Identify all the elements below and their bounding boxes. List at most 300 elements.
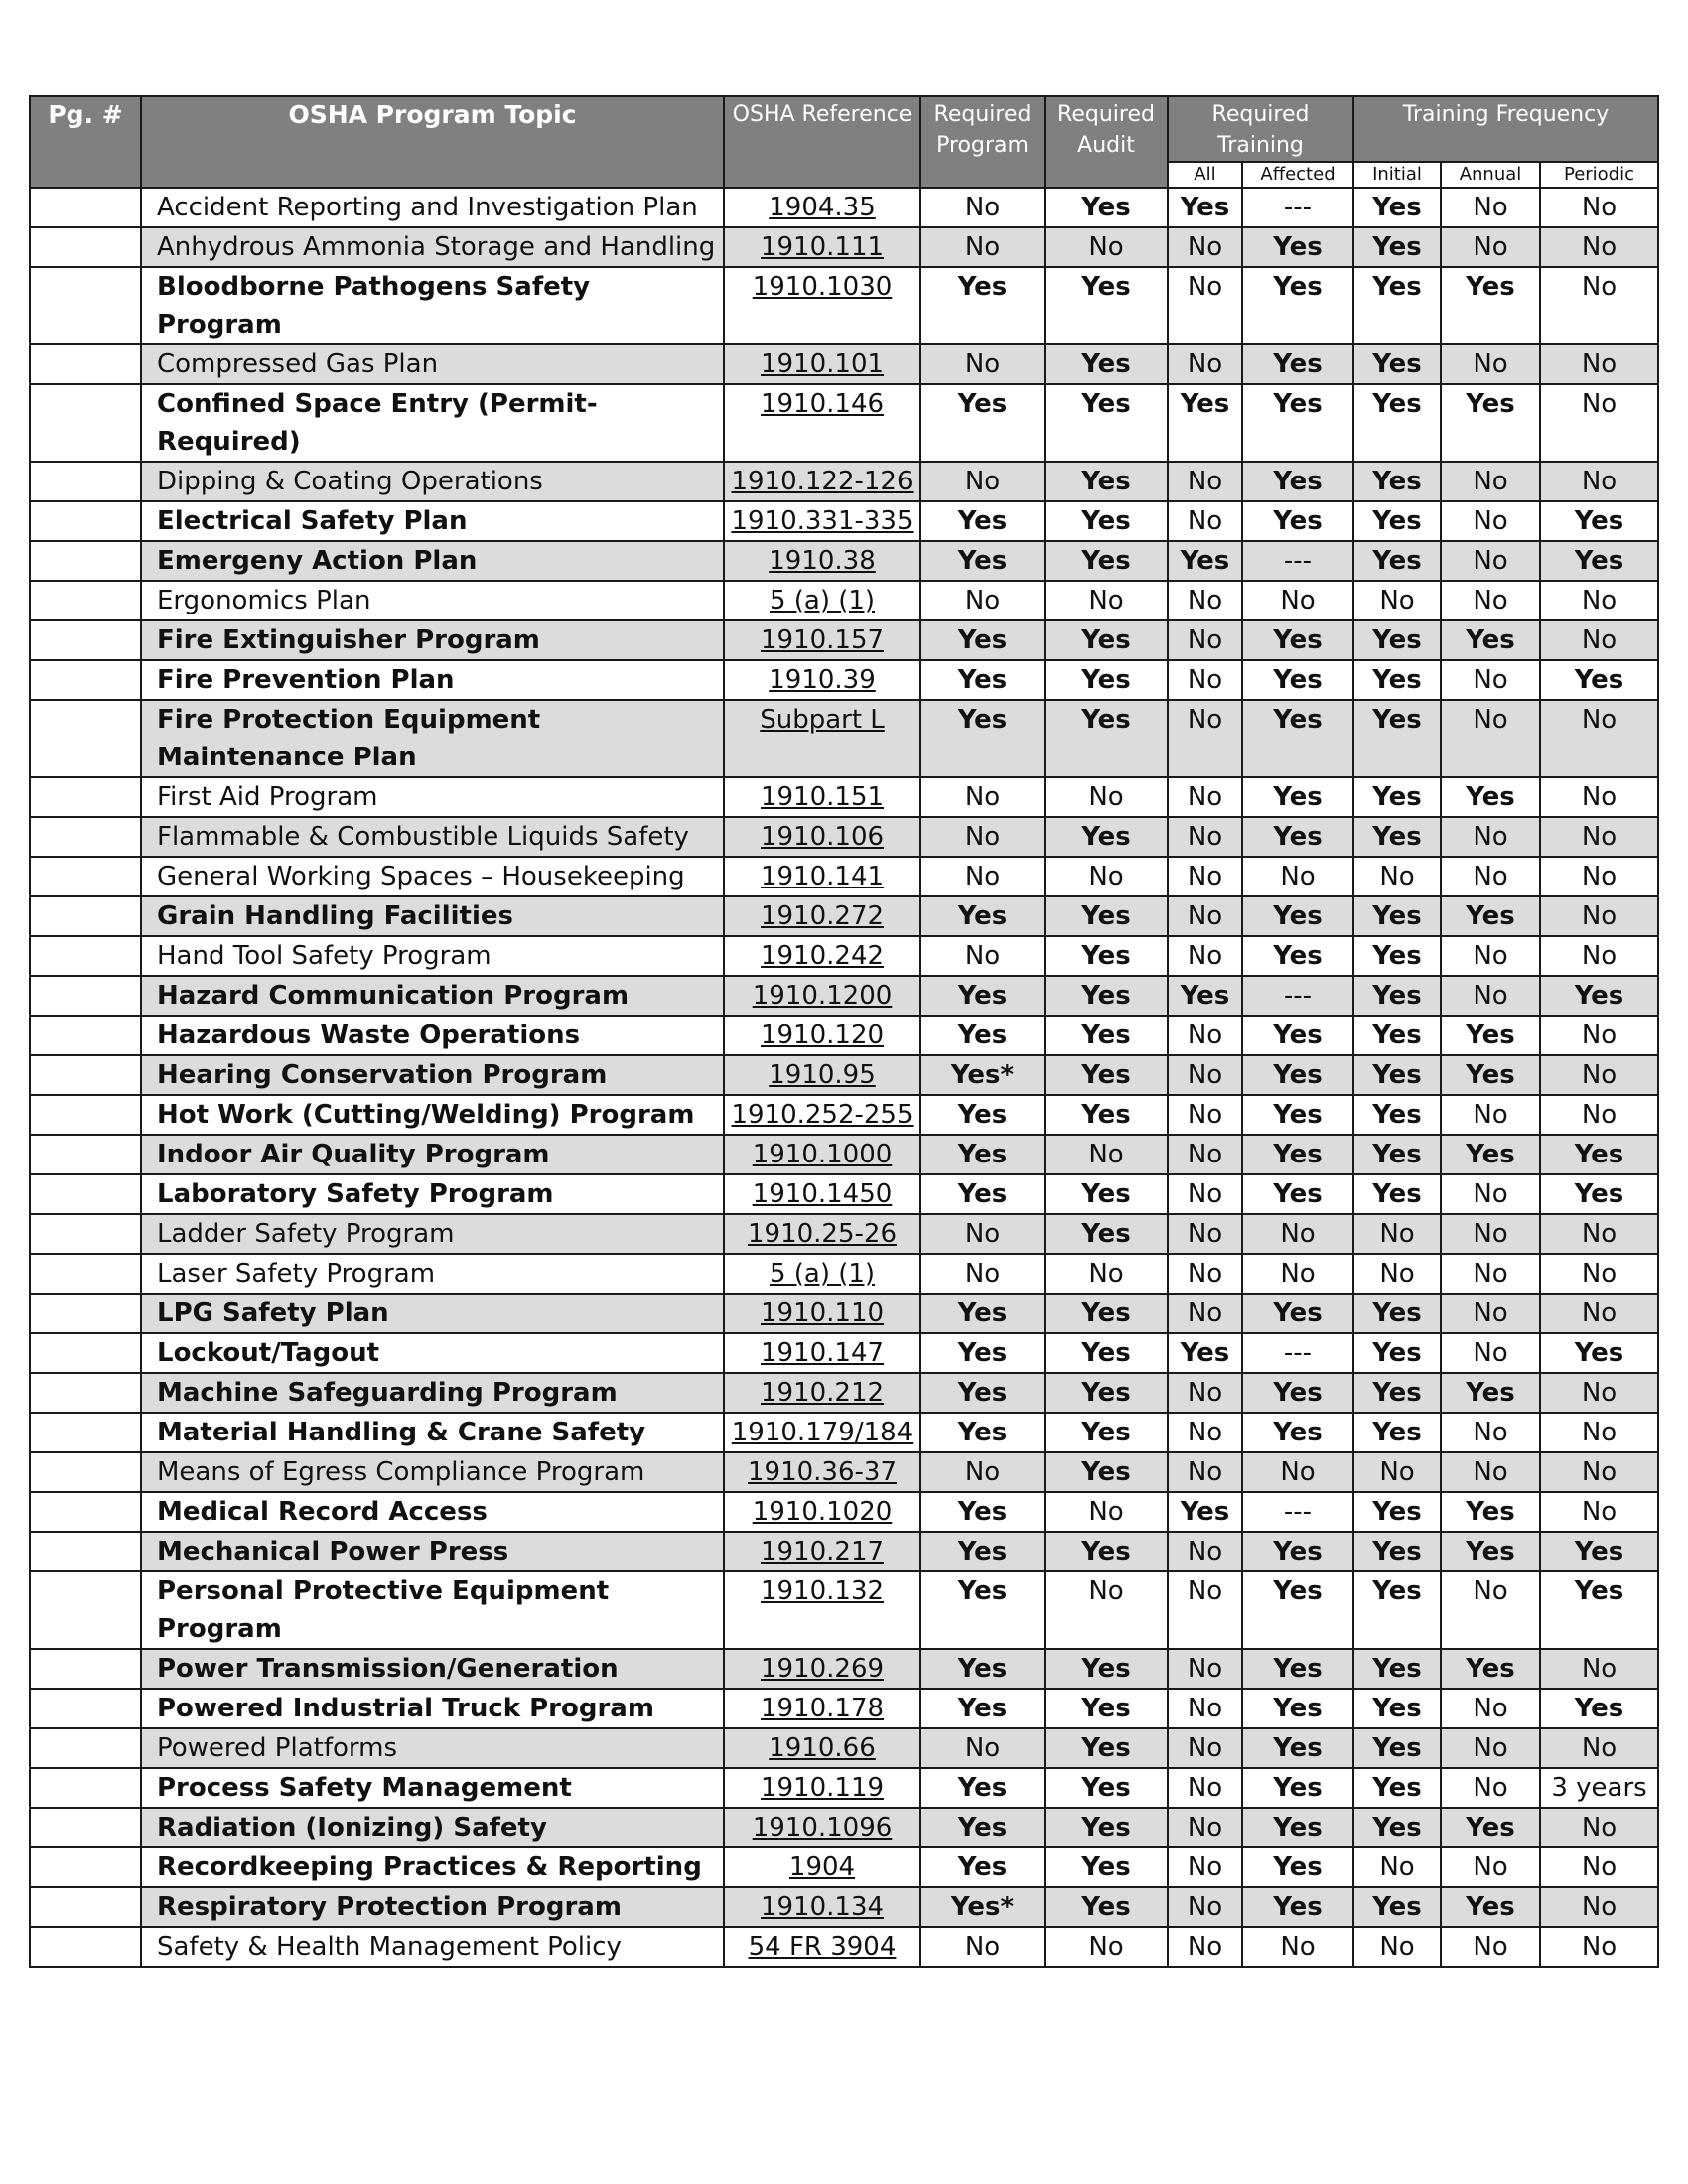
required-audit-cell: No xyxy=(1045,1492,1168,1532)
ref-cell[interactable]: 1910.101 xyxy=(724,344,920,384)
training-affected-cell: Yes xyxy=(1242,1847,1353,1887)
ref-cell[interactable]: 1910.146 xyxy=(724,384,920,462)
required-audit-cell: No xyxy=(1045,1135,1168,1174)
table-row xyxy=(30,1571,1658,1649)
topic-cell: Process Safety Management xyxy=(141,1768,724,1808)
frequency-annual-cell: No xyxy=(1441,1571,1540,1649)
page-number-cell xyxy=(30,1413,141,1452)
page-number-cell xyxy=(30,1492,141,1532)
frequency-periodic-cell: No xyxy=(1540,1413,1658,1452)
required-audit-cell: Yes xyxy=(1045,1887,1168,1927)
ref-cell[interactable]: 1904 xyxy=(724,1847,920,1887)
required-program-cell: Yes xyxy=(920,1649,1045,1689)
ref-cell[interactable]: 1910.252-255 xyxy=(724,1095,920,1135)
required-program-cell: Yes xyxy=(920,1571,1045,1649)
training-all-cell: No xyxy=(1168,1768,1242,1808)
required-audit-cell: Yes xyxy=(1045,1452,1168,1492)
training-all-cell: No xyxy=(1168,462,1242,501)
required-program-cell: No xyxy=(920,227,1045,267)
frequency-annual-cell: No xyxy=(1441,1254,1540,1294)
frequency-initial-cell: No xyxy=(1353,1214,1441,1254)
ref-cell[interactable]: 1910.119 xyxy=(724,1768,920,1808)
required-program-cell: No xyxy=(920,1728,1045,1768)
frequency-annual-cell: No xyxy=(1441,188,1540,227)
ref-cell[interactable]: 1910.1030 xyxy=(724,267,920,344)
training-affected-cell: Yes xyxy=(1242,1294,1353,1333)
training-affected-cell: Yes xyxy=(1242,384,1353,462)
table-row xyxy=(30,817,1658,857)
table-row xyxy=(30,620,1658,660)
subheader-initial: Initial xyxy=(1353,162,1441,188)
frequency-initial-cell: Yes xyxy=(1353,1095,1441,1135)
frequency-periodic-cell: No xyxy=(1540,1055,1658,1095)
required-audit-cell: No xyxy=(1045,1254,1168,1294)
training-affected-cell: Yes xyxy=(1242,1571,1353,1649)
required-program-cell: Yes xyxy=(920,620,1045,660)
frequency-initial-cell: Yes xyxy=(1353,1689,1441,1728)
training-all-cell: No xyxy=(1168,1214,1242,1254)
required-program-cell: Yes* xyxy=(920,1055,1045,1095)
topic-cell: Anhydrous Ammonia Storage and Handling xyxy=(141,227,724,267)
training-affected-cell: Yes xyxy=(1242,1373,1353,1413)
frequency-periodic-cell: No xyxy=(1540,188,1658,227)
topic-cell: Recordkeeping Practices & Reporting xyxy=(141,1847,724,1887)
header-required-audit: Required Audit xyxy=(1045,96,1168,188)
training-all-cell: No xyxy=(1168,936,1242,976)
required-program-cell: Yes xyxy=(920,1373,1045,1413)
ref-cell[interactable]: 1910.1450 xyxy=(724,1174,920,1214)
page-number-cell xyxy=(30,896,141,936)
frequency-initial-cell: Yes xyxy=(1353,817,1441,857)
training-affected-cell: Yes xyxy=(1242,936,1353,976)
topic-cell: Material Handling & Crane Safety xyxy=(141,1413,724,1452)
ref-cell[interactable]: 1910.1200 xyxy=(724,976,920,1016)
frequency-annual-cell: No xyxy=(1441,1095,1540,1135)
training-all-cell: Yes xyxy=(1168,976,1242,1016)
ref-cell[interactable]: 5 (a) (1) xyxy=(724,581,920,620)
page-number-cell xyxy=(30,1055,141,1095)
frequency-periodic-cell: No xyxy=(1540,620,1658,660)
page-number-cell xyxy=(30,1728,141,1768)
ref-cell[interactable]: 1910.25-26 xyxy=(724,1214,920,1254)
training-all-cell: No xyxy=(1168,1254,1242,1294)
frequency-initial-cell: Yes xyxy=(1353,660,1441,700)
page-number-cell xyxy=(30,581,141,620)
ref-cell[interactable]: 1910.66 xyxy=(724,1728,920,1768)
table-row xyxy=(30,344,1658,384)
frequency-initial-cell: Yes xyxy=(1353,620,1441,660)
required-audit-cell: Yes xyxy=(1045,1768,1168,1808)
ref-cell[interactable]: 1910.1096 xyxy=(724,1808,920,1847)
training-affected-cell: Yes xyxy=(1242,1728,1353,1768)
training-all-cell: Yes xyxy=(1168,384,1242,462)
frequency-initial-cell: No xyxy=(1353,1927,1441,1967)
ref-cell[interactable]: 1910.141 xyxy=(724,857,920,896)
frequency-annual-cell: No xyxy=(1441,976,1540,1016)
frequency-periodic-cell: No xyxy=(1540,581,1658,620)
ref-cell[interactable]: 1910.269 xyxy=(724,1649,920,1689)
training-affected-cell: Yes xyxy=(1242,1135,1353,1174)
frequency-initial-cell: Yes xyxy=(1353,1887,1441,1927)
frequency-initial-cell: No xyxy=(1353,1847,1441,1887)
table-row xyxy=(30,384,1658,462)
required-program-cell: Yes xyxy=(920,1174,1045,1214)
frequency-annual-cell: No xyxy=(1441,1413,1540,1452)
topic-cell: Ladder Safety Program xyxy=(141,1214,724,1254)
required-program-cell: Yes xyxy=(920,1294,1045,1333)
required-program-cell: No xyxy=(920,857,1045,896)
required-audit-cell: No xyxy=(1045,1571,1168,1649)
training-all-cell: No xyxy=(1168,857,1242,896)
training-affected-cell: Yes xyxy=(1242,700,1353,777)
training-affected-cell: Yes xyxy=(1242,896,1353,936)
page-number-cell xyxy=(30,1571,141,1649)
ref-cell[interactable]: 1910.38 xyxy=(724,541,920,581)
topic-cell: Powered Industrial Truck Program xyxy=(141,1689,724,1728)
ref-cell[interactable]: 1910.242 xyxy=(724,936,920,976)
frequency-initial-cell: No xyxy=(1353,1254,1441,1294)
frequency-periodic-cell: Yes xyxy=(1540,976,1658,1016)
topic-cell: Fire Protection Equipment Maintenance Plan xyxy=(141,700,724,777)
frequency-periodic-cell: Yes xyxy=(1540,501,1658,541)
ref-cell[interactable]: 1910.122-126 xyxy=(724,462,920,501)
frequency-initial-cell: Yes xyxy=(1353,936,1441,976)
required-audit-cell: Yes xyxy=(1045,1294,1168,1333)
frequency-initial-cell: Yes xyxy=(1353,1294,1441,1333)
table-row xyxy=(30,1214,1658,1254)
ref-cell[interactable]: 1910.110 xyxy=(724,1294,920,1333)
ref-cell[interactable]: Subpart L xyxy=(724,700,920,777)
frequency-initial-cell: Yes xyxy=(1353,462,1441,501)
frequency-annual-cell: Yes xyxy=(1441,1135,1540,1174)
ref-cell[interactable]: 1910.147 xyxy=(724,1333,920,1373)
required-program-cell: Yes xyxy=(920,384,1045,462)
topic-cell: Machine Safeguarding Program xyxy=(141,1373,724,1413)
ref-cell[interactable]: 1910.1020 xyxy=(724,1492,920,1532)
training-affected-cell: No xyxy=(1242,1452,1353,1492)
page-number-cell xyxy=(30,1887,141,1927)
topic-cell: Confined Space Entry (Permit-Required) xyxy=(141,384,724,462)
required-audit-cell: Yes xyxy=(1045,1689,1168,1728)
required-audit-cell: No xyxy=(1045,1927,1168,1967)
required-program-cell: Yes xyxy=(920,660,1045,700)
training-all-cell: No xyxy=(1168,1808,1242,1847)
frequency-periodic-cell: No xyxy=(1540,777,1658,817)
page-number-cell xyxy=(30,188,141,227)
frequency-initial-cell: Yes xyxy=(1353,1174,1441,1214)
topic-cell: Safety & Health Management Policy xyxy=(141,1927,724,1967)
table-row xyxy=(30,1333,1658,1373)
training-affected-cell: Yes xyxy=(1242,660,1353,700)
topic-cell: Powered Platforms xyxy=(141,1728,724,1768)
frequency-annual-cell: No xyxy=(1441,581,1540,620)
ref-cell[interactable]: 54 FR 3904 xyxy=(724,1927,920,1967)
required-audit-cell: Yes xyxy=(1045,1728,1168,1768)
frequency-annual-cell: Yes xyxy=(1441,1492,1540,1532)
frequency-annual-cell: Yes xyxy=(1441,1887,1540,1927)
training-all-cell: No xyxy=(1168,267,1242,344)
training-all-cell: No xyxy=(1168,1847,1242,1887)
topic-cell: General Working Spaces – Housekeeping xyxy=(141,857,724,896)
frequency-initial-cell: Yes xyxy=(1353,541,1441,581)
training-all-cell: No xyxy=(1168,344,1242,384)
table-row xyxy=(30,581,1658,620)
ref-cell[interactable]: 1910.134 xyxy=(724,1887,920,1927)
table-row xyxy=(30,1452,1658,1492)
frequency-initial-cell: Yes xyxy=(1353,227,1441,267)
page-number-cell xyxy=(30,777,141,817)
training-affected-cell: No xyxy=(1242,1214,1353,1254)
page-number-cell xyxy=(30,227,141,267)
table-row xyxy=(30,462,1658,501)
page-number-cell xyxy=(30,384,141,462)
header-required-program: Required Program xyxy=(920,96,1045,188)
table-row xyxy=(30,541,1658,581)
frequency-initial-cell: Yes xyxy=(1353,777,1441,817)
ref-cell[interactable]: 1910.106 xyxy=(724,817,920,857)
required-audit-cell: Yes xyxy=(1045,817,1168,857)
table-row xyxy=(30,896,1658,936)
frequency-initial-cell: Yes xyxy=(1353,1413,1441,1452)
page-number-cell xyxy=(30,1847,141,1887)
frequency-periodic-cell: No xyxy=(1540,700,1658,777)
training-affected-cell: No xyxy=(1242,1254,1353,1294)
training-all-cell: No xyxy=(1168,1452,1242,1492)
training-all-cell: No xyxy=(1168,1532,1242,1571)
required-audit-cell: Yes xyxy=(1045,620,1168,660)
training-all-cell: Yes xyxy=(1168,1333,1242,1373)
frequency-annual-cell: No xyxy=(1441,227,1540,267)
required-program-cell: Yes xyxy=(920,700,1045,777)
required-program-cell: No xyxy=(920,462,1045,501)
frequency-annual-cell: Yes xyxy=(1441,1649,1540,1689)
frequency-initial-cell: Yes xyxy=(1353,1373,1441,1413)
training-all-cell: No xyxy=(1168,777,1242,817)
topic-cell: Accident Reporting and Investigation Plan xyxy=(141,188,724,227)
required-audit-cell: Yes xyxy=(1045,1333,1168,1373)
training-affected-cell: --- xyxy=(1242,1333,1353,1373)
training-affected-cell: Yes xyxy=(1242,1095,1353,1135)
frequency-initial-cell: No xyxy=(1353,1452,1441,1492)
training-all-cell: No xyxy=(1168,1016,1242,1055)
topic-cell: Means of Egress Compliance Program xyxy=(141,1452,724,1492)
ref-cell[interactable]: 1910.95 xyxy=(724,1055,920,1095)
topic-cell: First Aid Program xyxy=(141,777,724,817)
topic-cell: Medical Record Access xyxy=(141,1492,724,1532)
required-program-cell: Yes xyxy=(920,976,1045,1016)
training-affected-cell: Yes xyxy=(1242,620,1353,660)
frequency-initial-cell: Yes xyxy=(1353,1768,1441,1808)
training-all-cell: No xyxy=(1168,1649,1242,1689)
page-number-cell xyxy=(30,857,141,896)
frequency-periodic-cell: No xyxy=(1540,1254,1658,1294)
topic-cell: Power Transmission/Generation xyxy=(141,1649,724,1689)
page-number-cell xyxy=(30,1373,141,1413)
osha-program-table xyxy=(29,95,1659,1968)
ref-cell[interactable]: 1910.331-335 xyxy=(724,501,920,541)
frequency-annual-cell: No xyxy=(1441,1689,1540,1728)
frequency-periodic-cell: No xyxy=(1540,227,1658,267)
ref-cell[interactable]: 1910.36-37 xyxy=(724,1452,920,1492)
table-row xyxy=(30,1492,1658,1532)
required-program-cell: Yes xyxy=(920,1095,1045,1135)
required-audit-cell: Yes xyxy=(1045,1808,1168,1847)
frequency-initial-cell: Yes xyxy=(1353,896,1441,936)
required-audit-cell: Yes xyxy=(1045,1413,1168,1452)
ref-cell[interactable]: 1910.217 xyxy=(724,1532,920,1571)
ref-cell[interactable]: 1910.39 xyxy=(724,660,920,700)
required-program-cell: Yes xyxy=(920,501,1045,541)
page-number-cell xyxy=(30,1254,141,1294)
ref-cell[interactable]: 1910.178 xyxy=(724,1689,920,1728)
required-audit-cell: Yes xyxy=(1045,1847,1168,1887)
training-all-cell: No xyxy=(1168,1174,1242,1214)
training-all-cell: No xyxy=(1168,1095,1242,1135)
topic-cell: LPG Safety Plan xyxy=(141,1294,724,1333)
frequency-annual-cell: No xyxy=(1441,936,1540,976)
ref-cell[interactable]: 5 (a) (1) xyxy=(724,1254,920,1294)
training-affected-cell: Yes xyxy=(1242,817,1353,857)
required-audit-cell: Yes xyxy=(1045,384,1168,462)
page-number-cell xyxy=(30,1927,141,1967)
frequency-periodic-cell: No xyxy=(1540,1808,1658,1847)
training-affected-cell: No xyxy=(1242,581,1353,620)
frequency-periodic-cell: No xyxy=(1540,1728,1658,1768)
required-audit-cell: Yes xyxy=(1045,936,1168,976)
table-row xyxy=(30,777,1658,817)
ref-cell[interactable]: 1904.35 xyxy=(724,188,920,227)
table-row xyxy=(30,1254,1658,1294)
required-program-cell: No xyxy=(920,777,1045,817)
training-affected-cell: Yes xyxy=(1242,1768,1353,1808)
required-audit-cell: Yes xyxy=(1045,1373,1168,1413)
table-row xyxy=(30,857,1658,896)
topic-cell: Hearing Conservation Program xyxy=(141,1055,724,1095)
table-row xyxy=(30,1055,1658,1095)
page-number-cell xyxy=(30,1808,141,1847)
training-affected-cell: --- xyxy=(1242,541,1353,581)
topic-cell: Ergonomics Plan xyxy=(141,581,724,620)
frequency-initial-cell: Yes xyxy=(1353,1649,1441,1689)
frequency-initial-cell: Yes xyxy=(1353,976,1441,1016)
training-affected-cell: Yes xyxy=(1242,344,1353,384)
training-all-cell: No xyxy=(1168,1055,1242,1095)
table-row xyxy=(30,1135,1658,1174)
training-affected-cell: No xyxy=(1242,1927,1353,1967)
topic-cell: Grain Handling Facilities xyxy=(141,896,724,936)
frequency-initial-cell: Yes xyxy=(1353,1055,1441,1095)
training-all-cell: No xyxy=(1168,1728,1242,1768)
required-program-cell: Yes xyxy=(920,1689,1045,1728)
required-program-cell: Yes xyxy=(920,1847,1045,1887)
table-row xyxy=(30,936,1658,976)
page-number-cell xyxy=(30,1294,141,1333)
training-all-cell: No xyxy=(1168,660,1242,700)
topic-cell: Laboratory Safety Program xyxy=(141,1174,724,1214)
frequency-periodic-cell: No xyxy=(1540,267,1658,344)
frequency-annual-cell: No xyxy=(1441,1452,1540,1492)
required-audit-cell: Yes xyxy=(1045,660,1168,700)
required-program-cell: No xyxy=(920,936,1045,976)
page-number-cell xyxy=(30,1532,141,1571)
frequency-initial-cell: Yes xyxy=(1353,384,1441,462)
training-all-cell: No xyxy=(1168,1294,1242,1333)
frequency-annual-cell: No xyxy=(1441,1927,1540,1967)
required-program-cell: Yes xyxy=(920,1413,1045,1452)
training-all-cell: No xyxy=(1168,1887,1242,1927)
frequency-initial-cell: No xyxy=(1353,581,1441,620)
page-number-cell xyxy=(30,1689,141,1728)
required-audit-cell: Yes xyxy=(1045,1649,1168,1689)
training-all-cell: No xyxy=(1168,1927,1242,1967)
table-row xyxy=(30,1847,1658,1887)
required-audit-cell: No xyxy=(1045,777,1168,817)
page-number-cell xyxy=(30,1174,141,1214)
frequency-initial-cell: Yes xyxy=(1353,1532,1441,1571)
page-number-cell xyxy=(30,267,141,344)
ref-cell[interactable]: 1910.120 xyxy=(724,1016,920,1055)
frequency-initial-cell: Yes xyxy=(1353,501,1441,541)
required-audit-cell: Yes xyxy=(1045,267,1168,344)
training-affected-cell: Yes xyxy=(1242,267,1353,344)
training-affected-cell: Yes xyxy=(1242,227,1353,267)
ref-cell[interactable]: 1910.179/184 xyxy=(724,1413,920,1452)
training-all-cell: No xyxy=(1168,581,1242,620)
ref-cell[interactable]: 1910.272 xyxy=(724,896,920,936)
required-audit-cell: Yes xyxy=(1045,1055,1168,1095)
frequency-annual-cell: No xyxy=(1441,817,1540,857)
ref-cell[interactable]: 1910.1000 xyxy=(724,1135,920,1174)
table-body xyxy=(30,188,1658,1967)
frequency-periodic-cell: No xyxy=(1540,817,1658,857)
required-program-cell: No xyxy=(920,1254,1045,1294)
ref-cell[interactable]: 1910.151 xyxy=(724,777,920,817)
required-audit-cell: Yes xyxy=(1045,1095,1168,1135)
training-all-cell: No xyxy=(1168,620,1242,660)
required-program-cell: Yes xyxy=(920,1135,1045,1174)
training-affected-cell: Yes xyxy=(1242,1016,1353,1055)
ref-cell[interactable]: 1910.132 xyxy=(724,1571,920,1649)
frequency-periodic-cell: No xyxy=(1540,1294,1658,1333)
required-program-cell: Yes xyxy=(920,267,1045,344)
frequency-annual-cell: No xyxy=(1441,1214,1540,1254)
frequency-annual-cell: No xyxy=(1441,1728,1540,1768)
frequency-initial-cell: Yes xyxy=(1353,1728,1441,1768)
ref-cell[interactable]: 1910.111 xyxy=(724,227,920,267)
subheader-affected: Affected xyxy=(1242,162,1353,188)
training-affected-cell: --- xyxy=(1242,976,1353,1016)
topic-cell: Personal Protective Equipment Program xyxy=(141,1571,724,1649)
topic-cell: Hand Tool Safety Program xyxy=(141,936,724,976)
table-row xyxy=(30,1373,1658,1413)
training-affected-cell: Yes xyxy=(1242,1649,1353,1689)
frequency-periodic-cell: Yes xyxy=(1540,1174,1658,1214)
required-program-cell: No xyxy=(920,188,1045,227)
table-row xyxy=(30,1768,1658,1808)
page-number-cell xyxy=(30,1452,141,1492)
ref-cell[interactable]: 1910.157 xyxy=(724,620,920,660)
header-pg: Pg. # xyxy=(30,96,141,188)
page-number-cell xyxy=(30,936,141,976)
ref-cell[interactable]: 1910.212 xyxy=(724,1373,920,1413)
required-audit-cell: No xyxy=(1045,581,1168,620)
training-all-cell: No xyxy=(1168,1571,1242,1649)
frequency-periodic-cell: Yes xyxy=(1540,541,1658,581)
page-number-cell xyxy=(30,1135,141,1174)
topic-cell: Hazard Communication Program xyxy=(141,976,724,1016)
frequency-annual-cell: No xyxy=(1441,344,1540,384)
table-row xyxy=(30,1689,1658,1728)
